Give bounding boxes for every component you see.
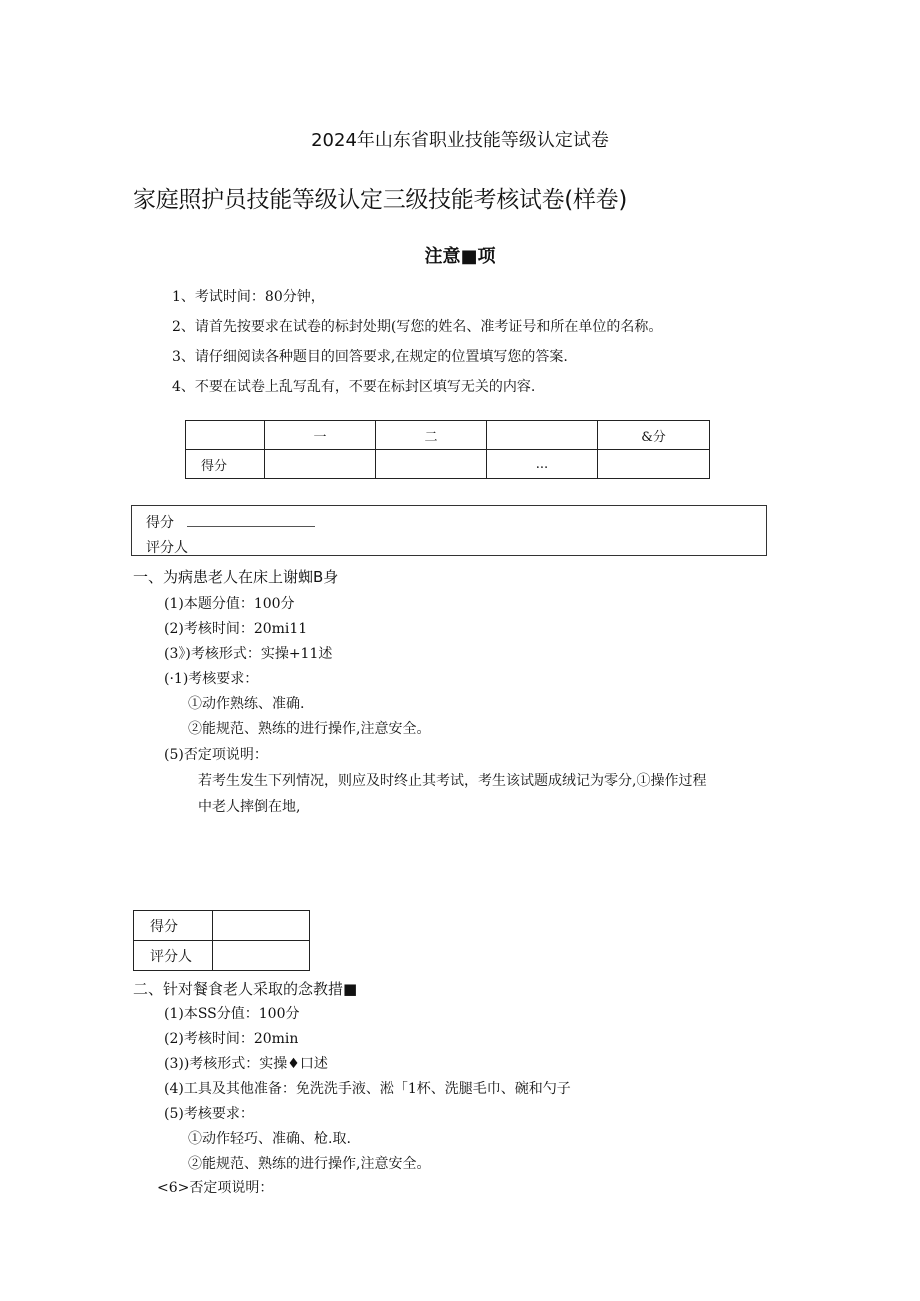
section-heading: 二、针对餐食老人采取的念教措■	[133, 980, 358, 998]
notice-item: 2、请首先按要求在试卷的标封处期(写您的姓名、准考证号和所在单位的名称。	[172, 319, 663, 335]
section-item: (5)否定项说明：	[164, 747, 268, 763]
grader-cell	[213, 941, 310, 971]
table-header-cell: 一	[265, 421, 376, 450]
table-header-cell: 二	[376, 421, 487, 450]
notice-item: 4、不要在试卷上乱写乱有，不要在标封区填写无关的内容.	[172, 379, 536, 395]
section-item: (1)本题分值：100分	[164, 596, 295, 612]
section-item: ①动作轻巧、准确、枪.取.	[188, 1131, 351, 1147]
section-item: (2)考核时间：20mi11	[164, 621, 308, 637]
score-cell	[376, 450, 487, 479]
table-row	[134, 911, 310, 941]
table-row	[186, 450, 710, 479]
section-item: (3》)考核形式：实操+11述	[164, 646, 333, 662]
score-cell	[265, 450, 376, 479]
section-item: (4)工具及其他准备：免洗洗手液、淞「1杯、洗腿毛巾、碗和勺子	[164, 1081, 571, 1097]
section-item: (2)考核时间：20min	[164, 1031, 299, 1047]
notice-item: 3、请仔细阅读各种题目的回答要求,在规定的位置填写您的答案.	[172, 349, 568, 365]
section-item: 若考生发生下列情况，则应及时终止其考试，考生该试题成绒记为零分,①操作过程	[198, 773, 707, 789]
exam-main-title: 2024年山东省职业技能等级认定试卷	[311, 130, 609, 151]
score-summary-table	[185, 420, 710, 479]
grader-table	[133, 910, 310, 971]
exam-sub-title: 家庭照护员技能等级认定三级技能考核试卷(样卷)	[133, 187, 628, 213]
section-item: (1)本SS分值：100分	[164, 1006, 300, 1022]
score-label: 得分	[146, 515, 174, 531]
section-item: ②能规范、熟练的进行操作,注意安全。	[188, 721, 431, 737]
section-item: ②能规范、熟练的进行操作,注意安全。	[188, 1156, 431, 1172]
score-cell	[598, 450, 710, 479]
table-header-cell	[487, 421, 598, 450]
grader-label: 评分人	[146, 540, 188, 556]
section-item: <6>否定项说明：	[157, 1180, 274, 1196]
row-label: 得分	[186, 450, 265, 479]
section-item: (·1)考核要求：	[164, 671, 259, 687]
section-heading: 一、为病患老人在床上谢蜘B身	[133, 568, 339, 586]
section-item: (5)考核要求：	[164, 1106, 254, 1122]
grader-box	[131, 505, 767, 556]
section-item: 中老人摔倒在地,	[198, 799, 301, 815]
score-cell: ...	[487, 450, 598, 479]
notice-item: 1、考试时间：80分钟，	[172, 289, 325, 305]
grader-label: 评分人	[134, 941, 213, 971]
section-item: (3))考核形式：实操♦口述	[164, 1056, 328, 1072]
table-header-cell	[186, 421, 265, 450]
table-header-row	[186, 421, 710, 450]
table-header-cell: &分	[598, 421, 710, 450]
score-cell	[213, 911, 310, 941]
section-item: ①动作熟练、准确.	[188, 696, 305, 712]
score-label: 得分	[134, 911, 213, 941]
notice-title: 注意■项	[424, 246, 496, 267]
score-underline	[187, 526, 315, 527]
table-row	[134, 941, 310, 971]
